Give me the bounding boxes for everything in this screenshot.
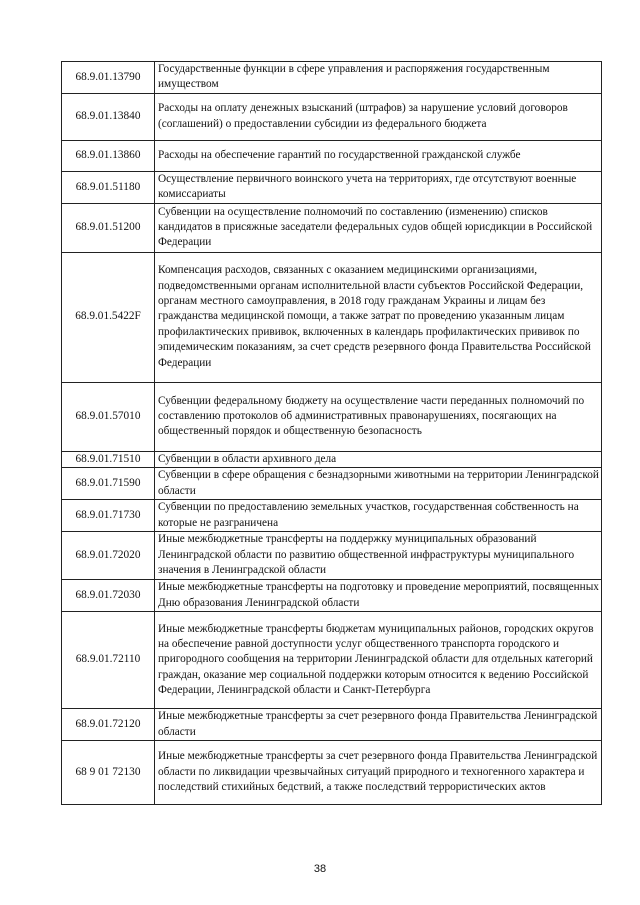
code-cell: 68.9.01.13860 [62, 140, 155, 171]
description-cell: Субвенции в сфере обращения с безнадзорными животными на территории Ленинградской области [155, 468, 602, 500]
code-cell: 68 9 01 72130 [62, 741, 155, 805]
code-cell: 68.9.01.71590 [62, 468, 155, 500]
code-cell: 68.9.01.13790 [62, 62, 155, 94]
description-cell: Субвенции по предоставлению земельных участков, государственная собственность на которые не разграничена [155, 500, 602, 532]
code-cell: 68.9.01.72020 [62, 532, 155, 580]
table-row [62, 741, 602, 805]
code-cell: 68.9.01.57010 [62, 382, 155, 451]
table-row [62, 468, 602, 500]
table-row [62, 171, 602, 203]
description-cell: Иные межбюджетные трансферты за счет резервного фонда Правительства Ленинградской области по ликвидации чрезвычайных ситуаций природного и техногенного характера и последствий стихийных бедствий, а также последствий террористических актов [155, 741, 602, 805]
description-cell: Расходы на обеспечение гарантий по государственной гражданской службе [155, 140, 602, 171]
table-row [62, 451, 602, 467]
description-cell: Иные межбюджетные трансферты на подготовку и проведение мероприятий, посвященных Дню образования Ленинградской области [155, 580, 602, 612]
table-row [62, 252, 602, 382]
description-cell: Субвенции федеральному бюджету на осуществление части переданных полномочий по составлению протоколов об административных правонарушениях, посягающих на общественный порядок и общественную безопасность [155, 382, 602, 451]
table-row [62, 203, 602, 252]
code-cell: 68.9.01.72110 [62, 612, 155, 709]
code-cell: 68.9.01.13840 [62, 93, 155, 140]
description-cell: Расходы на оплату денежных взысканий (штрафов) за нарушение условий договоров (соглашений) о предоставлении субсидии из федерального бюджета [155, 93, 602, 140]
code-cell: 68.9.01.71730 [62, 500, 155, 532]
code-cell: 68.9.01.51180 [62, 171, 155, 203]
table-row [62, 62, 602, 94]
table-row [62, 580, 602, 612]
description-cell: Иные межбюджетные трансферты бюджетам муниципальных районов, городских округов на обеспечение равной доступности услуг общественного транспорта городского и пригородного сообщения на территории Ленинградской области для отдельных категорий граждан, оказание мер социальной поддержки которым относится к ведению Российской Федерации, Ленинградской области и Санкт-Петербурга [155, 612, 602, 709]
description-cell: Государственные функции в сфере управления и распоряжения государственным имуществом [155, 62, 602, 94]
description-cell: Компенсация расходов, связанных с оказанием медицинскими организациями, подведомственными органам исполнительной власти субъектов Российской Федерации, органам местного самоуправления, в 2018 году гражданам Украины и лицам без гражданства медицинской помощи, а также затрат по проведению указанным лицам профилактических прививок, включенных в календарь профилактических прививок по эпидемическим показаниям, за счет средств резервного фонда Правительства Российской Федерации [155, 252, 602, 382]
table-row [62, 612, 602, 709]
code-cell: 68.9.01.5422F [62, 252, 155, 382]
description-cell: Субвенции в области архивного дела [155, 451, 602, 467]
code-cell: 68.9.01.72030 [62, 580, 155, 612]
description-cell: Субвенции на осуществление полномочий по составлению (изменению) списков кандидатов в присяжные заседатели федеральных судов общей юрисдикции в Российской Федерации [155, 203, 602, 252]
description-cell: Иные межбюджетные трансферты на поддержку муниципальных образований Ленинградской области по развитию общественной инфраструктуры муниципального значения в Ленинградской области [155, 532, 602, 580]
description-cell: Осуществление первичного воинского учета на территориях, где отсутствуют военные комиссариаты [155, 171, 602, 203]
description-cell: Иные межбюджетные трансферты за счет резервного фонда Правительства Ленинградской области [155, 709, 602, 741]
table-row [62, 140, 602, 171]
code-cell: 68.9.01.51200 [62, 203, 155, 252]
table-row [62, 709, 602, 741]
code-cell: 68.9.01.72120 [62, 709, 155, 741]
page-number: 38 [313, 863, 327, 875]
budget-codes-table [61, 61, 602, 805]
table-row [62, 382, 602, 451]
table-row [62, 500, 602, 532]
table-row [62, 93, 602, 140]
table-row [62, 532, 602, 580]
code-cell: 68.9.01.71510 [62, 451, 155, 467]
